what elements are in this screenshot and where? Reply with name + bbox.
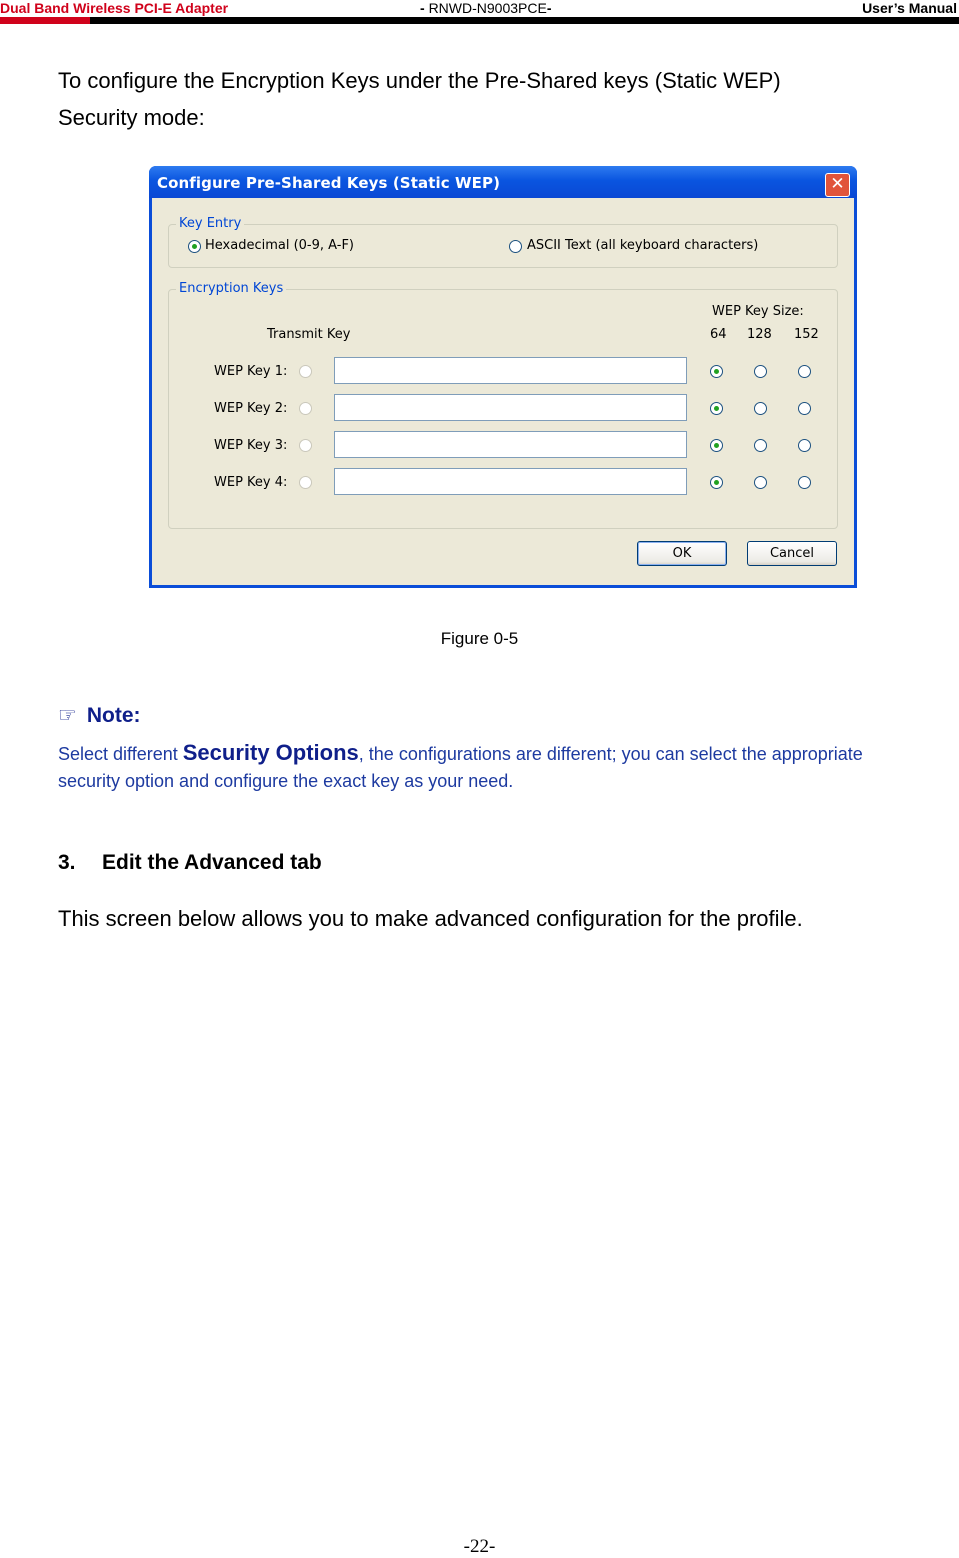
intro-paragraph: [58, 62, 918, 136]
section-paragraph: This screen below allows you to make advanced configuration for the profile.: [58, 906, 803, 931]
key-entry-group: [168, 216, 838, 268]
cancel-button[interactable]: Cancel: [747, 541, 837, 566]
hex-label[interactable]: Hexadecimal (0-9, A-F): [205, 238, 355, 253]
wep-key-4-input[interactable]: [334, 468, 687, 495]
wep-key-1-input[interactable]: [334, 357, 687, 384]
encryption-keys-legend: Encryption Keys: [176, 281, 286, 296]
transmit-key-1-radio[interactable]: [299, 365, 312, 378]
wep-key-4-size-128-radio[interactable]: [754, 476, 767, 489]
size-152-label: 152: [794, 327, 819, 342]
header-product: Dual Band Wireless PCI-E Adapter: [0, 0, 229, 16]
wep-key-4-size-152-radio[interactable]: [798, 476, 811, 489]
dialog-body: [152, 198, 854, 585]
note-heading: [58, 703, 141, 728]
note-label: Note:: [86, 704, 141, 727]
intro-line-1: To configure the Encryption Keys under the Pre-Shared keys (Static WEP): [58, 68, 781, 93]
key-entry-legend: Key Entry: [176, 216, 244, 231]
wep-key-1-size-128-radio[interactable]: [754, 365, 767, 378]
transmit-key-2-radio[interactable]: [299, 402, 312, 415]
size-64-label: 64: [710, 327, 727, 342]
wep-key-4-size-64-radio[interactable]: [710, 476, 723, 489]
wep-key-3-label: WEP Key 3:: [214, 438, 288, 453]
ascii-label[interactable]: ASCII Text (all keyboard characters): [527, 238, 759, 253]
figure-caption: Figure 0-5: [440, 629, 519, 648]
ascii-radio[interactable]: [509, 240, 522, 253]
page-header: [0, 0, 959, 24]
header-model: - RNWD-N9003PCE-: [420, 0, 552, 16]
note-text: Select different Security Options, the configurations are different; you can select the appropriate security option and configure the exact key as your need.: [58, 740, 863, 791]
pointing-hand-icon: ☞: [58, 703, 77, 727]
wep-key-1-size-152-radio[interactable]: [798, 365, 811, 378]
note-emphasis: Security Options: [182, 740, 359, 765]
dialog-title: Configure Pre-Shared Keys (Static WEP): [157, 174, 501, 192]
wep-key-3-size-152-radio[interactable]: [798, 439, 811, 452]
ok-button[interactable]: OK: [637, 541, 727, 566]
transmit-key-3-radio[interactable]: [299, 439, 312, 452]
hex-radio[interactable]: [188, 240, 201, 253]
header-manual: User’s Manual: [862, 0, 957, 16]
transmit-key-4-radio[interactable]: [299, 476, 312, 489]
wep-key-2-size-64-radio[interactable]: [710, 402, 723, 415]
transmit-key-label: Transmit Key: [267, 327, 351, 342]
size-128-label: 128: [747, 327, 772, 342]
intro-line-2: Security mode:: [58, 105, 205, 130]
section-title: Edit the Advanced tab: [102, 851, 322, 874]
header-rule-black: [90, 17, 959, 24]
wep-key-2-input[interactable]: [334, 394, 687, 421]
wep-key-1-label: WEP Key 1:: [214, 364, 288, 379]
wep-key-3-size-128-radio[interactable]: [754, 439, 767, 452]
wep-key-2-size-128-radio[interactable]: [754, 402, 767, 415]
close-icon[interactable]: ✕: [825, 173, 850, 197]
wep-key-1-size-64-radio[interactable]: [710, 365, 723, 378]
page-number: -22-: [463, 1536, 496, 1557]
wep-key-2-label: WEP Key 2:: [214, 401, 288, 416]
wep-key-size-label: WEP Key Size:: [712, 304, 804, 319]
header-rule-red: [0, 17, 90, 24]
dialog-title-bar[interactable]: [149, 166, 857, 198]
wep-key-4-label: WEP Key 4:: [214, 475, 288, 490]
section-heading: [58, 851, 322, 875]
wep-key-3-size-64-radio[interactable]: [710, 439, 723, 452]
wep-keys-dialog: [149, 166, 857, 588]
section-number: 3.: [58, 851, 76, 874]
wep-key-2-size-152-radio[interactable]: [798, 402, 811, 415]
wep-key-3-input[interactable]: [334, 431, 687, 458]
encryption-keys-group: [168, 281, 838, 529]
